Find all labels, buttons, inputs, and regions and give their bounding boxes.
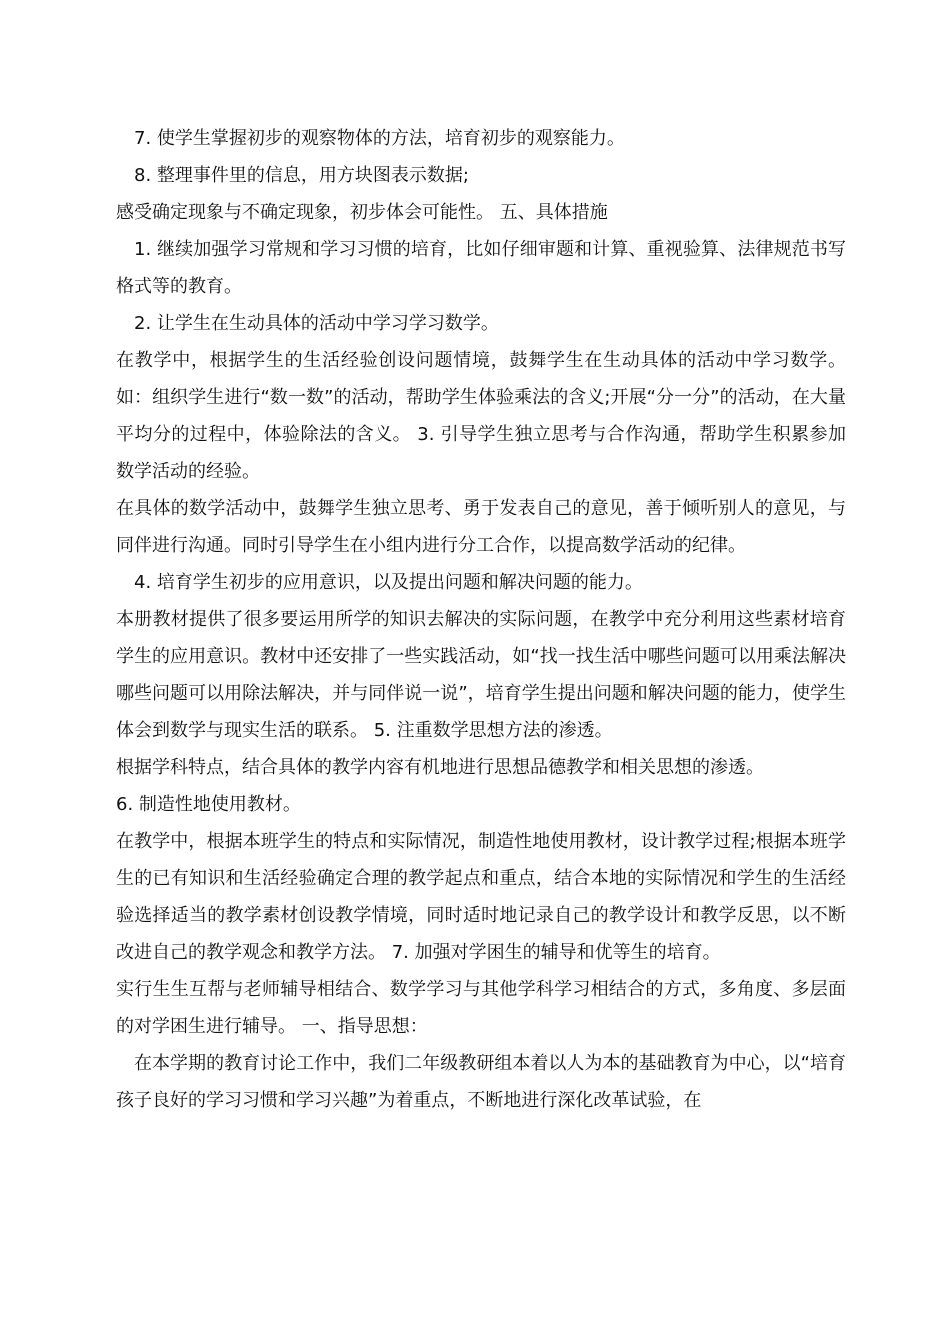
paragraph-14: 在本学期的教育讨论工作中，我们二年级教研组本着以人为本的基础教育为中心，以“培育孩子良好的学习习惯和学习兴趣”为着重点，不断地进行深化改革试验，在 [116,1053,846,1111]
paragraph-7: 在具体的数学活动中，鼓舞学生独立思考、勇于发表自己的意见，善于倾听别人的意见，与同伴进行沟通。同时引导学生在小组内进行分工合作，以提高数学活动的纪律。 [116,498,846,556]
paragraph-1: 7. 使学生掌握初步的观察物体的方法，培育初步的观察能力。 [134,128,625,149]
paragraph-5: 2. 让学生在生动具体的活动中学习学习数学。 [134,313,499,334]
paragraph-2: 8. 整理事件里的信息，用方块图表示数据; [134,165,469,186]
paragraph-10: 根据学科特点，结合具体的教学内容有机地进行思想品德教学和相关思想的渗透。 [116,757,764,778]
paragraph-11: 6. 制造性地使用教材。 [116,794,301,815]
paragraph-8: 4. 培育学生初步的应用意识，以及提出问题和解决问题的能力。 [134,572,643,593]
paragraph-4: 1. 继续加强学习常规和学习习惯的培育，比如仔细审题和计算、重视验算、法律规范书写格式等的教育。 [116,239,846,297]
paragraph-12: 在教学中，根据本班学生的特点和实际情况，制造性地使用教材，设计教学过程;根据本班学生的已有知识和生活经验确定合理的教学起点和重点，结合本地的实际情况和学生的生活经验选择适当的教学素材创设教学情境，同时适时地记录自己的教学设计和教学反思，以不断改进自己的教学观念和教学方法。 7. 加强对学困生的辅导和优等生的培育。 [116,831,846,963]
paragraph-13: 实行生生互帮与老师辅导相结合、数学学习与其他学科学习相结合的方式，多角度、多层面的对学困生进行辅导。 一、指导思想： [116,979,846,1037]
paragraph-6: 在教学中，根据学生的生活经验创设问题情境，鼓舞学生在生动具体的活动中学习数学。如：组织学生进行“数一数”的活动，帮助学生体验乘法的含义;开展“分一分”的活动，在大量平均分的过程中，体验除法的含义。 3. 引导学生独立思考与合作沟通，帮助学生积累参加数学活动的经验。 [116,350,846,482]
paragraph-9: 本册教材提供了很多要运用所学的知识去解决的实际问题，在教学中充分利用这些素材培育学生的应用意识。教材中还安排了一些实践活动，如“找一找生活中哪些问题可以用乘法解决哪些问题可以用除法解决，并与同伴说一说”，培育学生提出问题和解决问题的能力，使学生体会到数学与现实生活的联系。 5. 注重数学思想方法的渗透。 [116,609,846,741]
paragraph-3: 感受确定现象与不确定现象，初步体会可能性。 五、具体措施 [116,202,608,223]
document-body [116,120,846,1119]
